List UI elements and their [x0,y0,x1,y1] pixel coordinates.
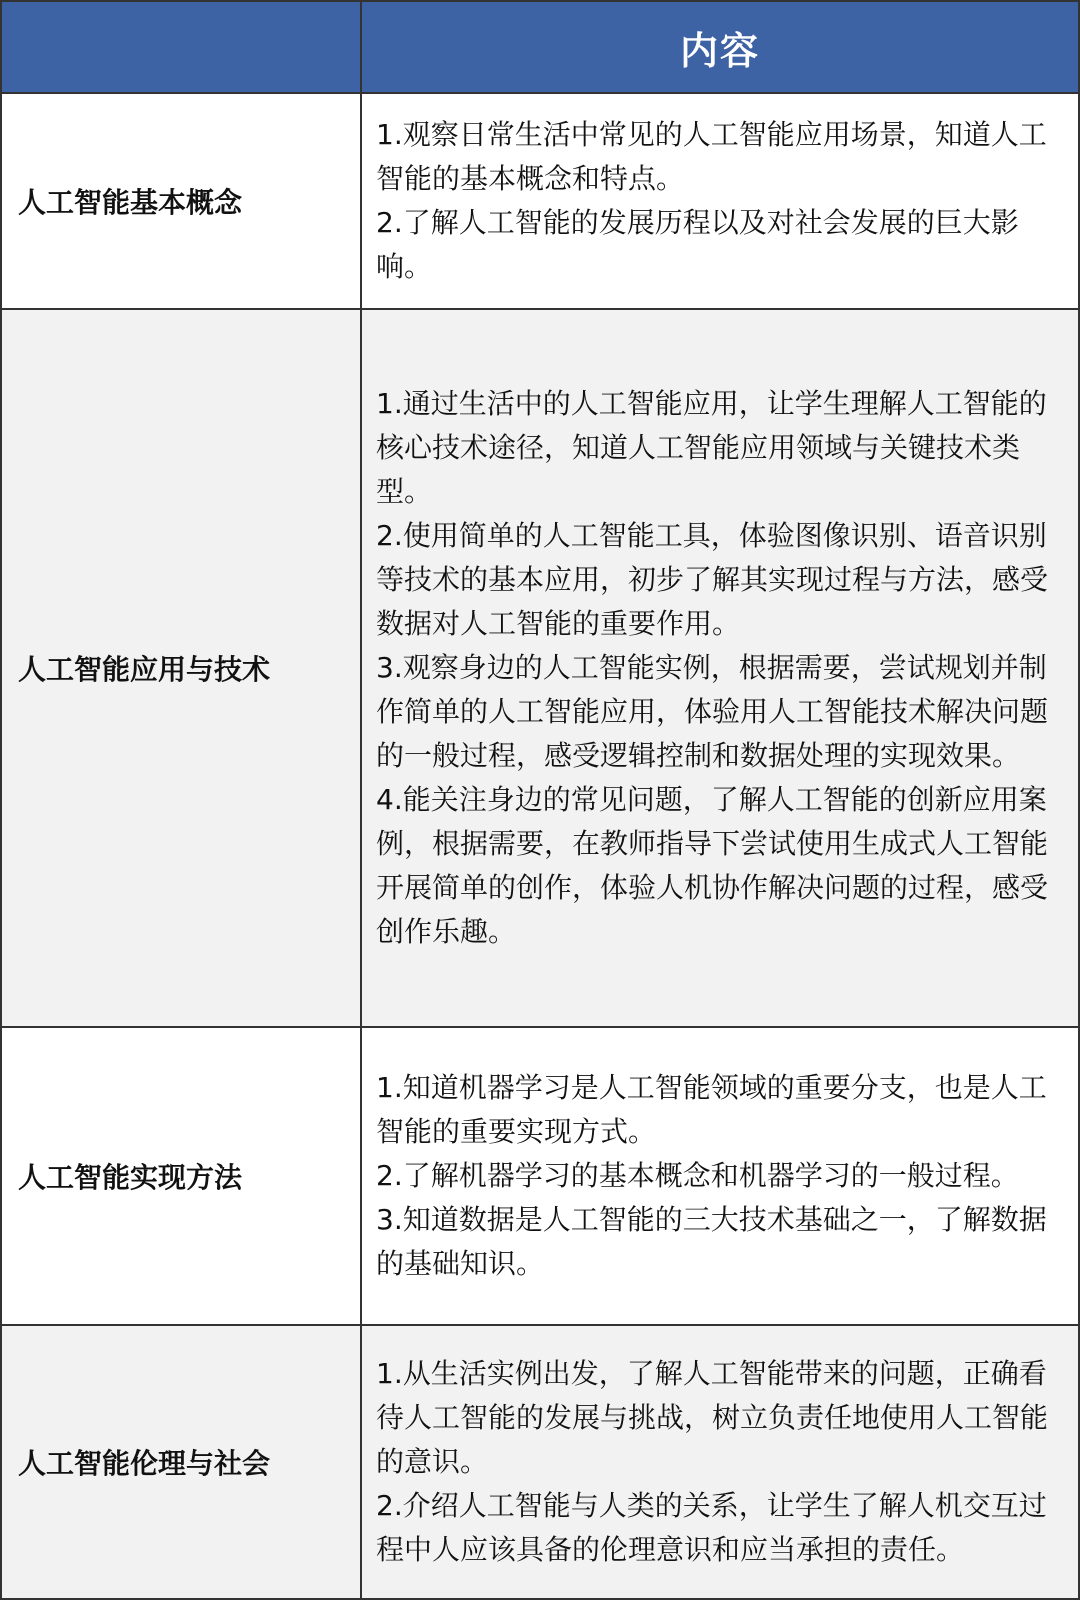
content-item: 2.使用简单的人工智能工具，体验图像识别、语音识别等技术的基本应用，初步了解其实现过程与方法，感受数据对人工智能的重要作用。 [376,519,1049,640]
table-row-content [362,1028,1078,1326]
header-left-cell [2,2,362,94]
table-row-category: 人工智能应用与技术 [2,310,362,1028]
content-item: 2.了解人工智能的发展历程以及对社会发展的巨大影响。 [376,206,1019,283]
content-item: 1.知道机器学习是人工智能领域的重要分支，也是人工智能的重要实现方式。 [376,1071,1047,1148]
content-item: 1.从生活实例出发，了解人工智能带来的问题，正确看待人工智能的发展与挑战，树立负责任地使用人工智能的意识。 [376,1357,1049,1478]
table-row-category: 人工智能基本概念 [2,94,362,310]
table-row-content [362,310,1078,1028]
content-item: 2.了解机器学习的基本概念和机器学习的一般过程。 [376,1159,1019,1192]
table-row-content [362,94,1078,310]
header-content-cell: 内容 [362,2,1078,94]
content-item: 4.能关注身边的常见问题，了解人工智能的创新应用案例，根据需要，在教师指导下尝试使用生成式人工智能开展简单的创作，体验人机协作解决问题的过程，感受创作乐趣。 [376,783,1049,948]
table-row-content [362,1326,1078,1598]
table-row-category: 人工智能伦理与社会 [2,1326,362,1598]
content-item: 3.观察身边的人工智能实例，根据需要，尝试规划并制作简单的人工智能应用，体验用人工智能技术解决问题的一般过程，感受逻辑控制和数据处理的实现效果。 [376,651,1049,772]
content-item: 1.观察日常生活中常见的人工智能应用场景，知道人工智能的基本概念和特点。 [376,118,1047,195]
content-item: 3.知道数据是人工智能的三大技术基础之一，了解数据的基础知识。 [376,1203,1047,1280]
content-item: 1.通过生活中的人工智能应用，让学生理解人工智能的核心技术途径，知道人工智能应用领域与关键技术类型。 [376,387,1047,508]
content-item: 2.介绍人工智能与人类的关系，让学生了解人机交互过程中人应该具备的伦理意识和应当承担的责任。 [376,1489,1047,1566]
table-row-category: 人工智能实现方法 [2,1028,362,1326]
